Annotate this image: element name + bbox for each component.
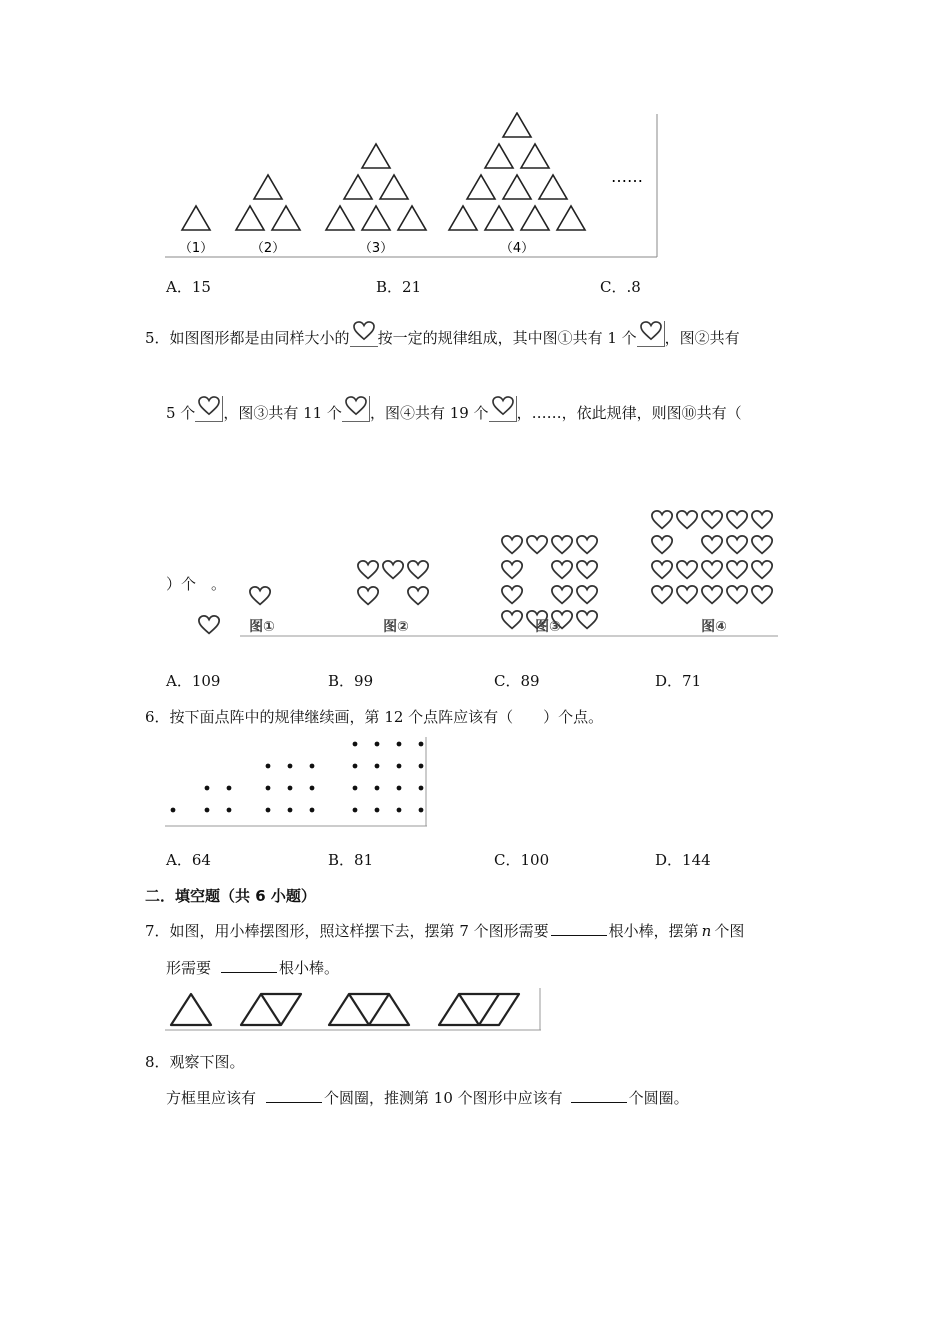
dot — [288, 808, 293, 813]
heart-icon — [702, 511, 722, 528]
dot — [227, 808, 232, 813]
q5-option-d[interactable]: D．71 — [655, 672, 702, 690]
q5-line1: 5．如图图形都是由同样大小的 按一定的规律组成，其中图①共有 1 个 ，图②共有 — [145, 321, 740, 348]
dot — [419, 808, 424, 813]
heart-icon — [408, 587, 428, 604]
dot — [205, 786, 210, 791]
triangle-icon — [503, 113, 531, 137]
heart-icon — [527, 536, 547, 553]
q7-line1: 7．如图，用小棒摆图形，照这样摆下去，摆第 7 个图形需要 根小棒，摆第 n 个图 — [145, 922, 745, 940]
triangle-icon — [344, 175, 372, 199]
figure-label-4: （4） — [499, 241, 535, 256]
heart-icon — [552, 586, 572, 603]
answer-blank[interactable] — [571, 1088, 627, 1103]
heart-icon — [502, 586, 522, 603]
figure-label-4: 图④ — [701, 619, 727, 635]
triangle-icon — [485, 144, 513, 168]
triangle-icon — [521, 206, 549, 230]
dot — [419, 742, 424, 747]
dot — [375, 786, 380, 791]
dot — [353, 786, 358, 791]
heart-icon — [727, 586, 747, 603]
heart-icon — [702, 536, 722, 553]
heart-icon — [752, 511, 772, 528]
dot — [375, 742, 380, 747]
figure-label-3: （3） — [358, 241, 394, 256]
dot — [266, 786, 271, 791]
heart-icon — [652, 511, 672, 528]
figure-label-2: 图② — [383, 619, 409, 635]
triangle-pattern-figure — [165, 112, 659, 260]
heart-icon — [727, 511, 747, 528]
q5-option-c[interactable]: C．89 — [494, 672, 540, 690]
triangle-icon — [467, 175, 495, 199]
triangle-icon — [362, 144, 390, 168]
heart-icon — [577, 611, 597, 628]
triangle-icon — [539, 175, 567, 199]
q6-option-b[interactable]: B．81 — [328, 851, 374, 869]
q6-option-d[interactable]: D．144 — [655, 851, 711, 869]
dot — [375, 764, 380, 769]
figure-label-1: （1） — [178, 241, 214, 256]
heart-icon — [195, 396, 223, 422]
heart-icon — [577, 586, 597, 603]
dot — [397, 786, 402, 791]
heart-icon — [637, 321, 665, 347]
dot — [288, 764, 293, 769]
heart-icon — [577, 536, 597, 553]
heart-icon — [652, 561, 672, 578]
dot — [375, 808, 380, 813]
triangle-icon — [326, 206, 354, 230]
dot — [171, 808, 176, 813]
ellipsis: …… — [611, 167, 643, 186]
q8-line2: 方框里应该有 个圆圈，推测第 10 个图形中应该有 个圆圈。 — [166, 1089, 689, 1107]
q5-line2: 5 个 ，图③共有 11 个 ，图④共有 19 个 ，……，依此规律，则图⑩共有（ — [166, 396, 742, 423]
triangle-icon — [557, 206, 585, 230]
stick-shape-4 — [439, 994, 519, 1025]
heart-icon — [702, 561, 722, 578]
dot — [310, 808, 315, 813]
heart-icon — [358, 587, 378, 604]
q4-figure — [165, 112, 659, 260]
triangle-icon — [254, 175, 282, 199]
answer-blank[interactable] — [221, 958, 277, 973]
stick-triangle-figure — [165, 988, 545, 1032]
heart-icon — [342, 396, 370, 422]
dot — [288, 786, 293, 791]
dot — [419, 764, 424, 769]
q6-option-a[interactable]: A．64 — [166, 851, 211, 869]
dot — [353, 764, 358, 769]
answer-blank[interactable] — [266, 1088, 322, 1103]
heart-icon — [577, 561, 597, 578]
dot — [419, 786, 424, 791]
heart-icon — [552, 561, 572, 578]
heart-icon — [652, 586, 672, 603]
triangle-icon — [503, 175, 531, 199]
heart-icon — [677, 561, 697, 578]
dot — [397, 808, 402, 813]
triangle-icon — [182, 206, 210, 230]
heart-icon — [677, 586, 697, 603]
heart-icon — [358, 561, 378, 578]
heart-icon — [677, 511, 697, 528]
heart-icon — [752, 536, 772, 553]
dot — [310, 786, 315, 791]
q6-question: 6．按下面点阵中的规律继续画，第 12 个点阵应该有（ ）个点。 — [145, 708, 604, 726]
figure-label-3: 图③ — [535, 619, 561, 635]
stick-shape-1 — [171, 994, 211, 1025]
dot-matrix-figure — [165, 737, 429, 829]
triangle-icon — [362, 206, 390, 230]
dot — [205, 808, 210, 813]
heart-icon — [502, 536, 522, 553]
q4-option-c[interactable]: C．.8 — [600, 278, 641, 296]
dot — [397, 742, 402, 747]
dot — [266, 764, 271, 769]
q4-option-a[interactable]: A．15 — [166, 278, 211, 296]
q6-figure — [165, 737, 429, 829]
heart-icon — [489, 396, 517, 422]
q4-option-b[interactable]: B．21 — [376, 278, 422, 296]
heart-icon — [199, 616, 219, 633]
triangle-icon — [521, 144, 549, 168]
dot — [397, 764, 402, 769]
dot — [310, 764, 315, 769]
triangle-icon — [380, 175, 408, 199]
q7-line2: 形需要 根小棒。 — [166, 959, 340, 977]
q5-line3: ）个 。 — [166, 575, 227, 593]
heart-icon — [752, 561, 772, 578]
heart-icon — [727, 536, 747, 553]
heart-icon — [752, 586, 772, 603]
dot — [266, 808, 271, 813]
figure-label-2: （2） — [250, 241, 286, 256]
heart-icon — [350, 321, 378, 347]
triangle-icon — [449, 206, 477, 230]
heart-icon — [502, 611, 522, 628]
heart-icon — [552, 536, 572, 553]
q5-option-b[interactable]: B．99 — [328, 672, 374, 690]
q6-option-c[interactable]: C．100 — [494, 851, 550, 869]
dot — [353, 808, 358, 813]
heart-icon — [727, 561, 747, 578]
triangle-icon — [398, 206, 426, 230]
heart-icon — [408, 561, 428, 578]
heart-pattern-figure — [196, 505, 780, 640]
section-heading: 二．填空题（共 6 小题） — [145, 887, 316, 905]
stick-shape-3 — [329, 994, 409, 1025]
heart-icon — [250, 587, 270, 604]
q7-figure — [165, 988, 545, 1032]
q5-option-a[interactable]: A．109 — [166, 672, 221, 690]
heart-icon — [502, 561, 522, 578]
heart-icon — [652, 536, 672, 553]
triangle-icon — [236, 206, 264, 230]
heart-icon — [383, 561, 403, 578]
dot — [227, 786, 232, 791]
q8-line1: 8．观察下图。 — [145, 1053, 245, 1071]
figure-label-1: 图① — [249, 619, 275, 635]
q5-figure — [196, 505, 780, 640]
triangle-icon — [272, 206, 300, 230]
triangle-icon — [485, 206, 513, 230]
answer-blank[interactable] — [551, 921, 607, 936]
heart-icon — [702, 586, 722, 603]
dot — [353, 742, 358, 747]
